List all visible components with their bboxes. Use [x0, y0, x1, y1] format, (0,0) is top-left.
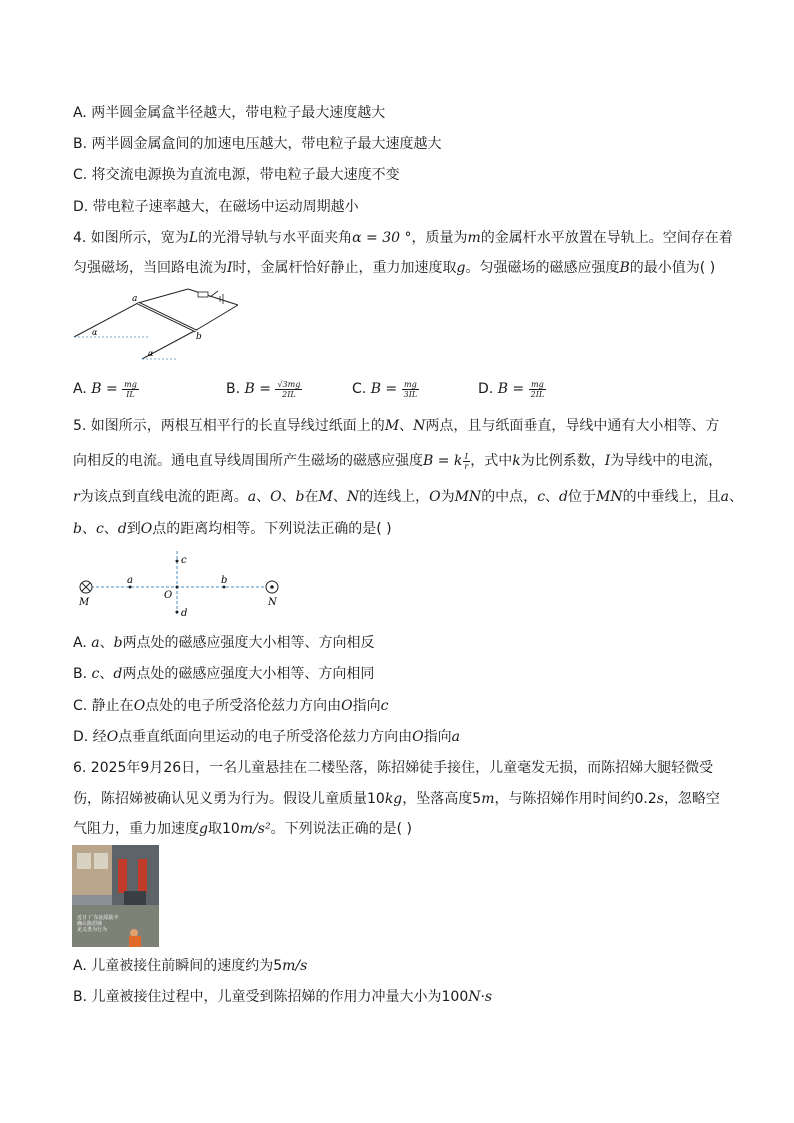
option-text: 点垂直纸面向里运动的电子所受洛伦兹力方向由: [118, 729, 413, 745]
rail-top-right: [188, 289, 238, 305]
option-var: a: [451, 729, 461, 745]
fraction-numerator: √3mg: [277, 379, 301, 389]
q4-var-i: I: [227, 260, 233, 276]
angle-alpha-label: α: [92, 328, 98, 337]
rail-top-left: [138, 289, 188, 303]
q5-text: 的连线上，: [359, 489, 430, 505]
option-text: 两点处的磁感应强度大小相等、方向相反: [122, 635, 375, 651]
fraction-numerator: mg: [124, 379, 137, 389]
q5-text: 到: [126, 521, 141, 537]
q5-text: 、: [103, 521, 118, 537]
fraction-denominator: 2IL: [282, 389, 296, 399]
fraction-numerator: mg: [531, 379, 544, 389]
option-lhs: B =: [370, 381, 398, 397]
option-text: 两点处的磁感应强度大小相等、方向相同: [122, 666, 375, 682]
q3-option-a: A. 两半圆金属盒半径越大，带电粒子最大速度越大: [73, 105, 386, 121]
option-text: 指向: [423, 729, 452, 745]
metal-rod-highlight: [138, 303, 196, 331]
q5-text: 为: [440, 489, 455, 505]
option-lhs: B =: [497, 381, 525, 397]
q5-text: 为导线中的电流，: [610, 453, 723, 469]
q5-var: MN: [454, 489, 482, 505]
q5-text: 的中垂线上，且: [622, 489, 721, 505]
option-fraction: [122, 380, 139, 399]
q4-text: 的光滑导轨与水平面夹角: [198, 230, 353, 246]
q4-var-l: L: [188, 230, 199, 246]
rail-left: [74, 303, 138, 337]
q5-text: 两点，且与纸面垂直，导线中通有大小相等、方: [425, 418, 720, 434]
option-var: c: [380, 698, 389, 714]
q4-option-a: [73, 379, 139, 399]
option-text: B.: [73, 666, 92, 682]
q6-text: 伤，陈招娣被确认见义勇为行为。假设儿童质量10: [73, 791, 385, 807]
q5-var-r: r: [73, 489, 80, 505]
q6-option-a: [73, 956, 307, 976]
option-var: O: [412, 729, 424, 745]
option-unit: N·s: [468, 989, 493, 1005]
option-lhs: B =: [91, 381, 118, 397]
option-prefix: D.: [478, 381, 498, 397]
q4-text: 匀强磁场，当回路电流为: [73, 260, 227, 276]
q4-stem-line1: [73, 228, 733, 248]
option-fraction: [275, 380, 302, 399]
q6-unit: m: [481, 791, 495, 807]
q5-var-k: k: [512, 453, 521, 469]
q4-option-b: [226, 379, 302, 399]
label-o: O: [164, 590, 173, 601]
q5-var: O: [270, 489, 282, 505]
option-unit: m/s: [282, 958, 308, 974]
q6-stem-line3: [73, 819, 412, 839]
q4-text: 的最小值为( ): [629, 260, 716, 276]
q5-var: O: [429, 489, 441, 505]
q6-text: ，坠落高度5: [402, 791, 482, 807]
q4-var-b: B: [619, 260, 630, 276]
resistor-symbol: [198, 292, 208, 297]
point-d: [176, 611, 179, 614]
q6-option-b: [73, 987, 492, 1007]
q5-text: 的中点，: [481, 489, 538, 505]
q5-var: M: [318, 489, 333, 505]
q5-option-d: [73, 727, 460, 747]
label-a: a: [127, 575, 133, 586]
q5-text: 在: [304, 489, 319, 505]
q4-option-c: [352, 379, 419, 399]
option-text: A. 儿童被接住前瞬间的速度约为5: [73, 958, 283, 974]
fraction-numerator: mg: [404, 379, 417, 389]
q5-formula: B = k: [423, 453, 463, 469]
q5-text: 、: [81, 521, 96, 537]
q5-wire-diagram: [72, 548, 292, 620]
q5-var: a: [720, 489, 729, 505]
option-prefix: A.: [73, 381, 92, 397]
q5-text: 位于: [568, 489, 596, 505]
option-text: C. 静止在: [73, 698, 134, 714]
q5-var: a: [247, 489, 257, 505]
dot-mark: [270, 585, 274, 589]
q3-option-b: B. 两半圆金属盒间的加速电压越大，带电粒子最大速度越大: [73, 136, 442, 152]
q4-var-g: g: [456, 260, 466, 276]
q5-var-m: M: [384, 418, 400, 434]
q5-text: 5. 如图所示，两根互相平行的长直导线过纸面上的: [73, 418, 385, 434]
fraction-denominator: r: [464, 461, 469, 471]
option-text: 指向: [352, 698, 381, 714]
option-text: 、: [99, 666, 114, 682]
q4-text: 时，金属杆恰好静止，重力加速度取: [232, 260, 457, 276]
q4-text: 。匀强磁场的磁感应强度: [465, 260, 620, 276]
q6-unit: m/s²: [239, 821, 271, 837]
fraction-denominator: 2IL: [530, 389, 545, 399]
label-m: M: [79, 597, 90, 608]
q4-var-alpha: α = 30 °: [352, 230, 412, 246]
q5-stem-line3: [73, 487, 743, 507]
q5-option-c: [73, 696, 389, 716]
q5-var: b: [73, 521, 82, 537]
q4-text: 4. 如图所示，宽为: [73, 230, 189, 246]
option-text: B. 儿童被接住过程中，儿童受到陈招娣的作用力冲量大小为100: [73, 989, 469, 1005]
label-b: b: [196, 332, 202, 342]
label-n: N: [268, 597, 277, 608]
q5-var: O: [140, 521, 153, 537]
point-o: [176, 586, 179, 589]
option-text: A.: [73, 635, 92, 651]
q6-stem-line1: 6. 2025年9月26日，一名儿童悬挂在二楼坠落，陈招娣徒手接住，儿童毫发无损，而陈招娣大腿轻微受: [73, 760, 714, 776]
option-var: O: [106, 729, 119, 745]
q5-option-b: [73, 664, 374, 684]
fraction-numerator: I: [464, 451, 468, 461]
label-d: d: [181, 608, 188, 619]
q6-unit: kg: [384, 791, 403, 807]
fraction-denominator: IL: [126, 389, 135, 399]
q5-stem-line2: [73, 451, 722, 471]
q5-stem-line1: [73, 416, 719, 436]
photo-caption: 近日 广东汕尾陆丰 确认陈招娣 见义勇为行为: [77, 915, 119, 933]
q5-text: 、: [728, 489, 743, 505]
q5-text: 向相反的电流。通电直导线周围所产生磁场的磁感应强度: [73, 453, 423, 469]
option-text: 、: [99, 635, 114, 651]
q3-option-c: C. 将交流电源换为直流电源，带电粒子最大速度不变: [73, 167, 400, 183]
q6-unit: s: [656, 791, 664, 807]
option-prefix: B.: [226, 381, 245, 397]
label-b: b: [221, 575, 228, 586]
label-c: c: [181, 555, 187, 566]
q6-var-g: g: [199, 821, 208, 837]
option-var: d: [113, 666, 123, 682]
q3-option-d: D. 带电粒子速率越大，在磁场中运动周期越小: [73, 199, 359, 215]
q5-stem-line4: [73, 519, 392, 539]
option-lhs: B =: [244, 381, 271, 397]
q5-var: c: [95, 521, 104, 537]
q5-text: 、: [399, 418, 414, 434]
q5-var: N: [346, 489, 360, 505]
q4-var-m: m: [467, 230, 481, 246]
q6-stem-line2: [73, 789, 720, 809]
q5-text: 为该点到直线电流的距离。: [79, 489, 248, 505]
rail-right: [198, 305, 238, 329]
q5-var: MN: [596, 489, 623, 505]
label-a: a: [132, 294, 138, 304]
q5-var-n: N: [413, 418, 426, 434]
q6-text: 气阻力，重力加速度: [73, 821, 199, 837]
q5-var-i: I: [604, 453, 611, 469]
option-var: c: [91, 666, 100, 682]
q5-text: 、: [332, 489, 347, 505]
option-var: O: [341, 698, 353, 714]
q5-text: 、: [281, 489, 296, 505]
option-text: 点处的电子所受洛伦兹力方向由: [145, 698, 342, 714]
q5-var: d: [117, 521, 127, 537]
q6-text: 取10: [207, 821, 240, 837]
option-text: D. 经: [73, 729, 107, 745]
q4-rail-diagram: [70, 283, 250, 363]
news-photo: [72, 845, 159, 947]
q5-var: d: [559, 489, 568, 505]
option-fraction: [402, 380, 420, 399]
fraction-denominator: 3IL: [403, 389, 418, 399]
option-fraction: [529, 380, 547, 399]
q4-text: 的金属杆水平放置在导轨上。空间存在着: [480, 230, 733, 246]
option-var: O: [133, 698, 146, 714]
q5-text: 、: [545, 489, 560, 505]
q5-var: b: [295, 489, 305, 505]
q6-text: 。下列说法正确的是( ): [270, 821, 412, 837]
q6-text: ，忽略空: [663, 791, 720, 807]
q5-text: 、: [256, 489, 271, 505]
q5-var: c: [537, 489, 546, 505]
q5-text: 为比例系数，: [520, 453, 605, 469]
option-var: b: [113, 635, 123, 651]
q4-text: ，质量为: [411, 230, 468, 246]
option-prefix: C.: [352, 381, 371, 397]
q4-stem-line2: [73, 258, 715, 278]
q4-option-d: [478, 379, 546, 399]
q5-option-a: [73, 633, 375, 653]
angle-alpha-label: α: [148, 349, 154, 358]
q5-text: ，式中: [470, 453, 513, 469]
point-c: [176, 560, 179, 563]
switch-symbol: [210, 291, 218, 297]
q5-text: 点的距离均相等。下列说法正确的是( ): [152, 521, 392, 537]
option-var: a: [91, 635, 100, 651]
q6-text: ，与陈招娣作用时间约0.2: [494, 791, 657, 807]
